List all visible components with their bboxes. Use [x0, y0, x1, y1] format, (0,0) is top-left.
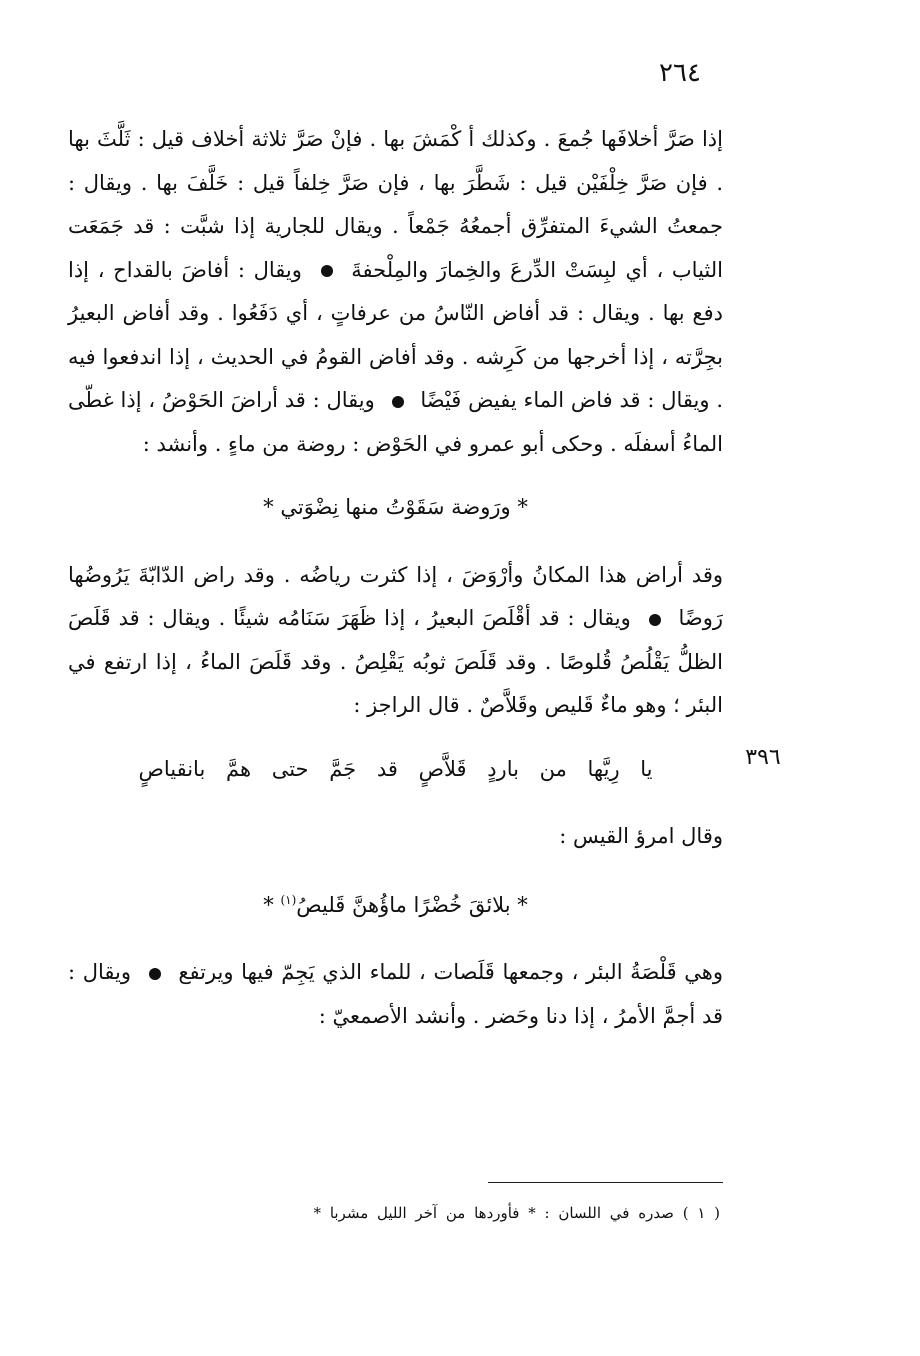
verse-text: * بلائقَ خُضْرًا ماؤُهنَّ قَليصُ — [296, 892, 528, 917]
paragraph — [68, 951, 723, 1038]
paragraph-text: ويقال : قد قَلَصَ الظلُّ يَقْلُصُ قُلوصًا . وقد قَلَصَ ثوبُه يَقْلِصُ . وقد قَلَصَ الماءُ ، إذا ارتفع في البئر ؛ وهو ماءٌ قَليص وقَلاَّصٌ . قال الراجز : — [68, 606, 723, 717]
bullet-icon — [149, 968, 161, 980]
margin-section-number: ٣٩٦ — [745, 745, 781, 770]
paragraph-text: إذا صَرَّ أخلافَها جُمعَ . وكذلك أ كْمَشَ بها . فإنْ صَرَّ ثلاثة أخلاف قيل : ثَلَّثَ بها . فإن صَرَّ خِلْفَيْن قيل : شَطَّرَ بها ، فإن صَرَّ خِلفاً قيل : خَلَّفَ بها . ويقال : جمعتُ الشيءَ المتفرِّق أجمعُهُ جَمْعاً . ويقال للجارية إذا شبَّت : قد جَمَعَت الثياب ، أي لبِسَتْ الدِّرعَ والخِمارَ والمِلْحفةَ — [68, 127, 723, 282]
bullet-icon — [392, 396, 404, 408]
paragraph-text: ويقال : قد أجمَّ الأمرُ ، إذا دنا وحَضر . وأنشد الأصمعيّ : — [68, 960, 723, 1028]
main-text — [68, 118, 723, 1038]
footnote-divider — [488, 1182, 723, 1183]
verse: * ورَوضة سَقَوْتُ منها نِضْوَتي * — [263, 495, 528, 519]
verse-end-star: * — [263, 892, 274, 917]
paragraph-text: ويقال : أفاضَ بالقداح ، إذا دفع بها . ويقال : قد أفاض النّاسُ من عرفاتٍ ، أي دَفَعُوا . وقد أفاض البعيرُ بجِرَّته ، إذا أخرجها من كَرِشه . وقد أفاض القومُ في الحديث ، إذا اندفعوا فيه . ويقال : قد فاض الماء يفيض فَيْضًا — [68, 257, 723, 412]
paragraph — [68, 554, 723, 728]
bullet-icon — [649, 614, 661, 626]
paragraph-text: وقد أراض هذا المكانُ وأرْوَضَ ، إذا كثرت رياضُه . وقد راض الدّابّةَ يَرُوضُها رَوضًا — [68, 562, 723, 630]
paragraph-text: وهي قَلْصَةُ البئر ، وجمعها قَلَصات ، للماء الذي يَجِمّ فيها ويرتفع — [178, 960, 723, 984]
paragraph — [68, 118, 723, 466]
bullet-icon — [321, 265, 333, 277]
paragraph: وقال امرؤ القيس : — [559, 824, 723, 848]
footnote: ( ١ ) صدره في اللسان : * فأوردها من آخر الليل مشربا * — [313, 1204, 720, 1222]
paragraph-text: ويقال : قد أراضَ الحَوْضُ ، إذا غطّى الماءُ أسفلَه . وحكى أبو عمرو في الحَوْض : روضة من ماءٍ . وأنشد : — [68, 388, 723, 456]
paragraph-text: ويقال : قد أقْلَصَ البعيرُ ، إذا ظَهَرَ سَنَامُه شيئًا . — [218, 606, 631, 630]
footnote-marker: (١) — [280, 892, 297, 907]
verse: يا رِيَّها من باردٍ قَلاَّصٍ قد جَمَّ حتى همَّ بانقياصٍ — [138, 756, 653, 781]
verse — [68, 879, 723, 928]
page-number: ٢٦٤ — [659, 58, 701, 88]
